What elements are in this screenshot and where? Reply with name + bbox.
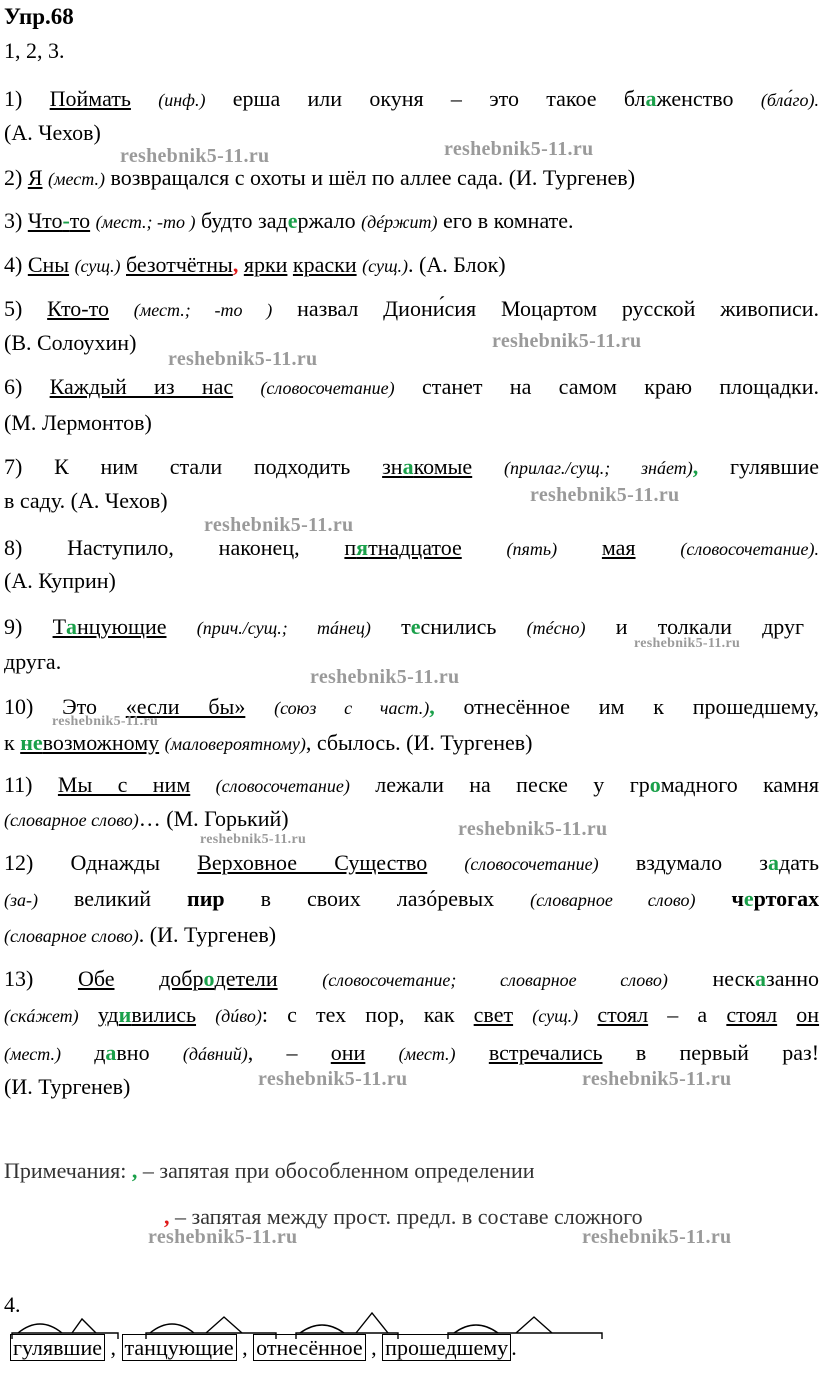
section-4-number: 4. xyxy=(4,1292,21,1317)
sentence-1-author: (А. Чехов) xyxy=(4,120,101,145)
watermark: reshebnik5-11.ru xyxy=(120,145,270,167)
sentence-12-line-3: (словарное слово). (И. Тургенев) xyxy=(4,922,277,947)
sentence-5-line-1: 5) Кто-то (мест.; -то ) назвал Диони́сия Моцартом русской живописи. xyxy=(4,296,820,321)
exercise-title: Упр.68 xyxy=(4,4,74,29)
morpheme-scheme-line: гулявшие , танцующие , отнесённое , прошедшему . xyxy=(10,1335,517,1361)
sentence-7-line-1: 7) К ним стали подходить знакомые (прилаг./сущ.; знáет), гулявшие xyxy=(4,454,820,479)
sentence-13-line-2: (скáжет) удивились (дúво): с тех пор, как свет (сущ.) стоял – а стоял он xyxy=(4,1002,820,1027)
sentence-13-line-1: 13) Обе добродетели (словосочетание; словарное слово) несказанно xyxy=(4,966,820,991)
green-comma-marker: , xyxy=(131,1158,138,1183)
participle-word-4: прошедшему xyxy=(382,1334,511,1361)
watermark: reshebnik5-11.ru xyxy=(444,138,594,160)
watermark: reshebnik5-11.ru xyxy=(310,666,460,688)
sentence-2: 2) Я (мест.) возвращался с охоты и шёл по аллее сада. (И. Тургенев) xyxy=(4,165,636,190)
sentence-4: 4) Сны (сущ.) безотчётны, ярки краски (сущ.). (А. Блок) xyxy=(4,252,506,277)
notes-line-1: Примечания: , – запятая при обособленном определении xyxy=(4,1158,535,1183)
sentence-9-line-2: друга. xyxy=(4,649,62,674)
watermark: reshebnik5-11.ru xyxy=(200,832,307,847)
morpheme-arcs-icon xyxy=(10,1303,630,1339)
sentence-11-line-2: (словарное слово)… (М. Горький) xyxy=(4,806,289,831)
sentence-8-line-1: 8) Наступило, наконец, пятнадцатое (пять) мая (словосочетание). xyxy=(4,535,820,560)
sentence-1-line-1: 1) Поймать (инф.) ерша или окуня – это такое блаженство (бла́го). xyxy=(4,86,820,111)
sentence-13-line-3: (мест.) давно (дáвний), – они (мест.) встречались в первый раз! xyxy=(4,1040,820,1065)
notes-line-2: , – запятая между прост. предл. в составе сложного xyxy=(164,1204,643,1229)
sentence-6-author: (М. Лермонтов) xyxy=(4,410,152,435)
sentence-3: 3) Что-то (мест.; -то ) будто задержало (дéржит) его в комнате. xyxy=(4,208,574,233)
participle-word-2: танцующие xyxy=(122,1334,237,1361)
sentence-6-line-1: 6) Каждый из нас (словосочетание) станет на самом краю площадки. xyxy=(4,374,819,399)
watermark: reshebnik5-11.ru xyxy=(168,348,318,370)
watermark: reshebnik5-11.ru xyxy=(582,1226,732,1248)
watermark: reshebnik5-11.ru xyxy=(492,330,642,352)
watermark: reshebnik5-11.ru xyxy=(458,818,608,840)
sentence-12-line-2: (за-) великий пир в своих лазóревых (словарное слово) чертогах xyxy=(4,886,820,911)
watermark: reshebnik5-11.ru xyxy=(530,484,680,506)
sentence-12-line-1: 12) Однажды Верховное Существо (словосочетание) вздумало задать xyxy=(4,850,820,875)
sentence-9-line-1: 9) Танцующие (прич./сущ.; тáнец) теснились (тéсно) и толкали друг xyxy=(4,614,805,639)
watermark: reshebnik5-11.ru xyxy=(204,514,354,536)
sentence-13-author: (И. Тургенев) xyxy=(4,1074,131,1099)
sentence-7-line-2: в саду. (А. Чехов) xyxy=(4,488,168,513)
sentence-8-author: (А. Куприн) xyxy=(4,568,116,593)
watermark: reshebnik5-11.ru xyxy=(258,1068,408,1090)
red-comma-marker: , xyxy=(164,1204,170,1229)
participle-word-1: гулявшие xyxy=(10,1334,105,1361)
sentence-10-line-1: 10) Это «если бы» (союз с част.), отнесённое им к прошедшему, xyxy=(4,694,820,719)
sentence-5-author: (В. Солоухин) xyxy=(4,330,137,355)
sentence-10-line-2: к невозможному (маловероятному), сбылось. (И. Тургенев) xyxy=(4,730,533,755)
sentence-11-line-1: 11) Мы с ним (словосочетание) лежали на песке у громадного камня xyxy=(4,772,820,797)
watermark: reshebnik5-11.ru xyxy=(52,714,159,729)
task-numbers: 1, 2, 3. xyxy=(4,38,65,63)
watermark: reshebnik5-11.ru xyxy=(634,636,741,651)
participle-word-3: отнесённое xyxy=(253,1334,366,1361)
watermark: reshebnik5-11.ru xyxy=(582,1068,732,1090)
watermark: reshebnik5-11.ru xyxy=(148,1226,298,1248)
